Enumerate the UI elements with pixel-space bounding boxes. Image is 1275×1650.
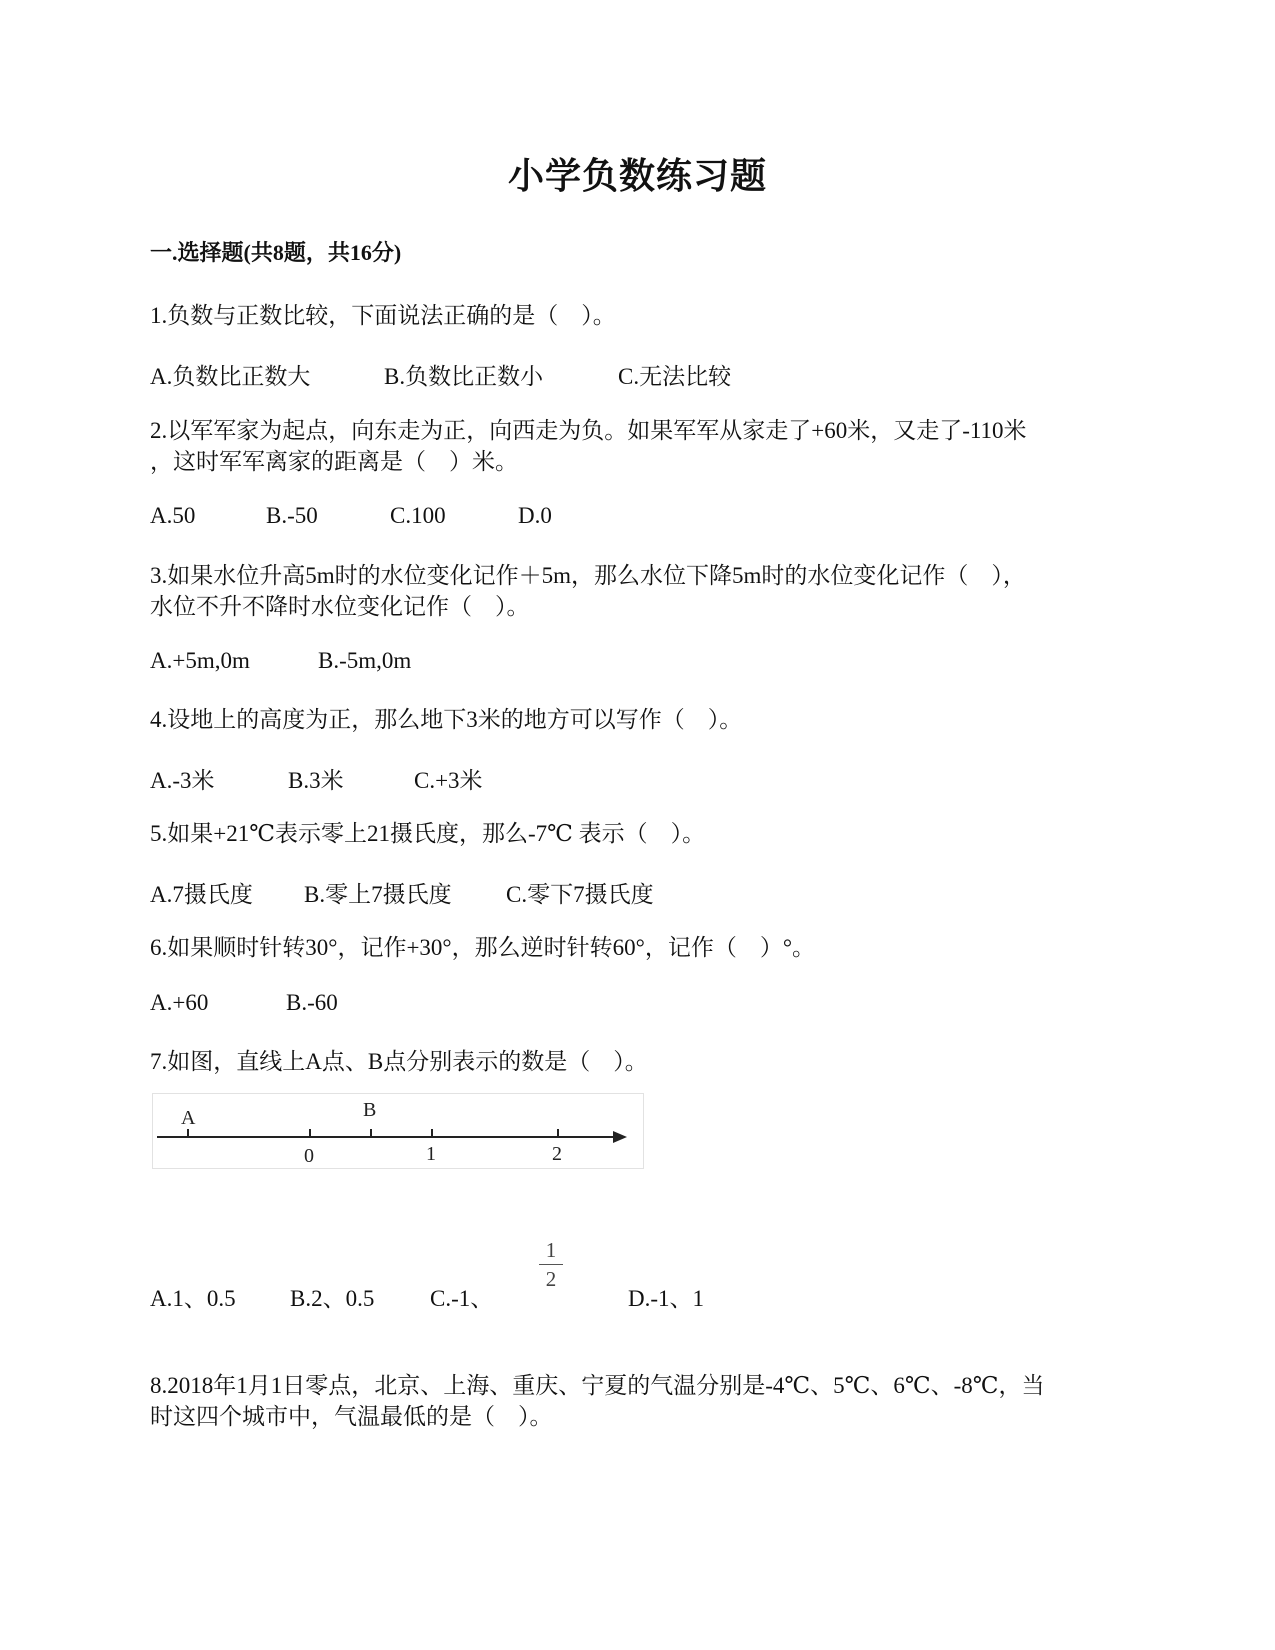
question-2-option-a: A.50 — [150, 503, 196, 528]
question-6-option-a: A.+60 — [150, 990, 209, 1015]
question-2-stem-line1: 2.以军军家为起点，向东走为正，向西走为负。如果军军从家走了+60米，又走了-110米 — [150, 418, 1027, 443]
question-4-option-b: B.3米 — [288, 768, 344, 793]
fraction-denominator: 2 — [545, 1267, 557, 1291]
question-6-option-b: B.-60 — [286, 990, 338, 1015]
question-4-option-a: A.-3米 — [150, 768, 215, 793]
question-3-option-a: A.+5m,0m — [150, 648, 250, 673]
arrow-head-icon — [613, 1131, 627, 1143]
point-label-a: A — [181, 1107, 196, 1129]
question-7-option-a: A.1、0.5 — [150, 1286, 236, 1311]
question-6-stem: 6.如果顺时针转30°，记作+30°，那么逆时针转60°，记作（ ）°。 — [150, 935, 816, 960]
tick-label-0: 0 — [304, 1145, 314, 1167]
question-2-stem-line2: ，这时军军离家的距离是（ ）米。 — [150, 449, 518, 474]
question-3-stem-line2: 水位不升不降时水位变化记作（ ）。 — [150, 594, 530, 619]
question-5-stem: 5.如果+21℃表示零上21摄氏度，那么-7℃ 表示（ ）。 — [150, 821, 706, 846]
tick-label-1: 1 — [426, 1143, 436, 1165]
page-title: 小学负数练习题 — [507, 156, 767, 196]
question-7-option-d: D.-1、1 — [628, 1286, 705, 1311]
question-2-option-c: C.100 — [390, 503, 446, 528]
question-7-option-b: B.2、0.5 — [290, 1286, 375, 1311]
question-5-option-c: C.零下7摄氏度 — [506, 882, 654, 907]
number-line-svg — [153, 1094, 643, 1168]
question-1-stem: 1.负数与正数比较，下面说法正确的是（ ）。 — [150, 303, 616, 328]
question-1-option-c: C.无法比较 — [618, 364, 732, 389]
question-1-option-a: A.负数比正数大 — [150, 364, 311, 389]
question-2-option-d: D.0 — [518, 503, 552, 528]
point-label-b: B — [363, 1099, 377, 1121]
question-5-option-b: B.零上7摄氏度 — [304, 882, 452, 907]
question-7-option-c: C.-1、 — [430, 1286, 494, 1311]
section-heading: 一.选择题(共8题，共16分) — [150, 240, 402, 265]
question-8-stem-line1: 8.2018年1月1日零点，北京、上海、重庆、宁夏的气温分别是-4℃、5℃、6℃、-8℃，当 — [150, 1373, 1045, 1398]
tick-label-2: 2 — [552, 1143, 562, 1165]
question-7-stem: 7.如图，直线上A点、B点分别表示的数是（ ）。 — [150, 1049, 648, 1074]
fraction-numerator: 1 — [545, 1238, 557, 1262]
question-1-option-b: B.负数比正数小 — [384, 364, 544, 389]
fraction-bar — [539, 1264, 563, 1265]
question-2-option-b: B.-50 — [266, 503, 318, 528]
number-line-figure — [152, 1093, 644, 1169]
question-4-stem: 4.设地上的高度为正，那么地下3米的地方可以写作（ ）。 — [150, 707, 743, 732]
question-3-option-b: B.-5m,0m — [318, 648, 412, 673]
question-3-stem-line1: 3.如果水位升高5m时的水位变化记作＋5m，那么水位下降5m时的水位变化记作（ ）， — [150, 563, 1026, 588]
fraction-one-half — [536, 1238, 566, 1291]
question-4-option-c: C.+3米 — [414, 768, 483, 793]
question-8-stem-line2: 时这四个城市中，气温最低的是（ ）。 — [150, 1404, 553, 1429]
question-5-option-a: A.7摄氏度 — [150, 882, 253, 907]
